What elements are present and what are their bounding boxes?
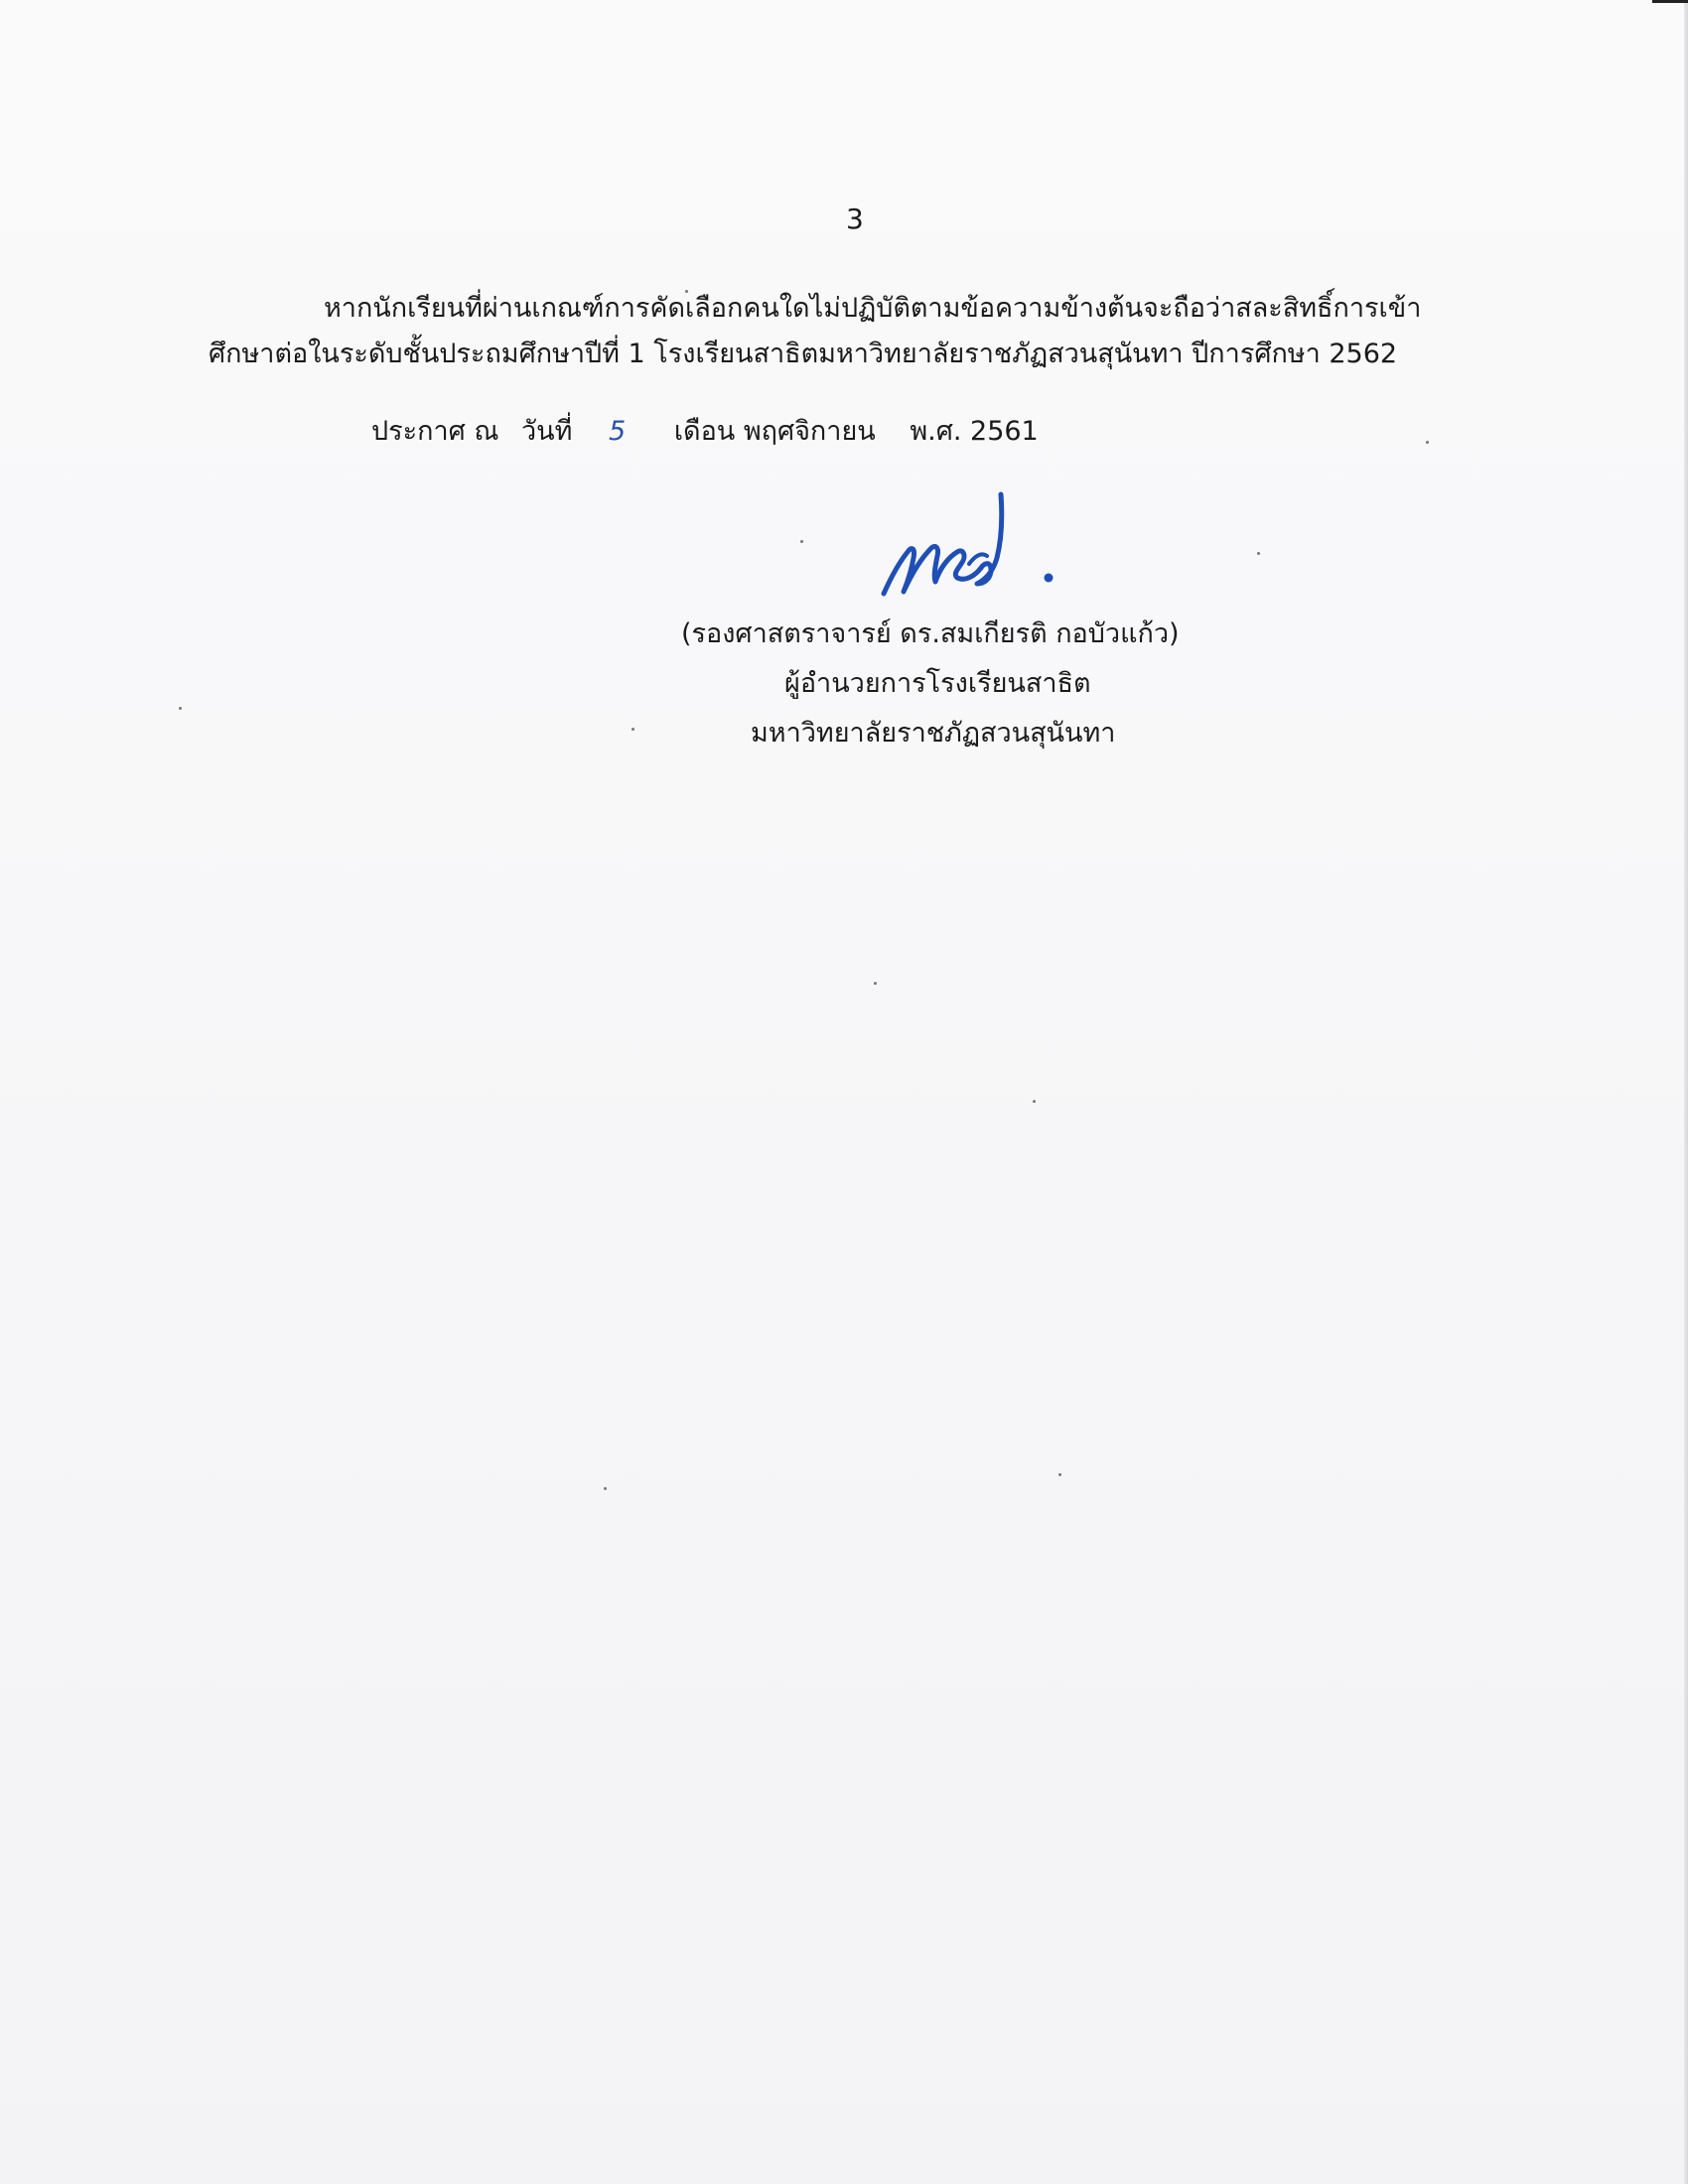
scan-speck bbox=[1426, 441, 1429, 444]
scan-speck bbox=[1257, 552, 1260, 555]
scan-speck bbox=[1058, 1473, 1061, 1476]
scan-speck bbox=[1033, 1100, 1036, 1103]
scan-speck bbox=[604, 1487, 607, 1490]
scan-speck bbox=[800, 540, 803, 543]
handwritten-day-value: 5 bbox=[609, 416, 627, 447]
day-label: วันที่ bbox=[521, 416, 573, 447]
announcement-prefix: ประกาศ ณ bbox=[371, 416, 499, 447]
paragraph-line-1: หากนักเรียนที่ผ่านเกณฑ์การคัดเลือกคนใดไม่ปฏิบัติตามข้อความข้างต้นจะถือว่าสละสิทธิ์การเข้า bbox=[324, 293, 1422, 324]
scan-edge-mark bbox=[1652, 0, 1688, 3]
signatory-name: (รองศาสตราจารย์ ดร.สมเกียรติ กอบัวแก้ว) bbox=[681, 618, 1180, 649]
announcement-date-line bbox=[371, 409, 1039, 452]
scan-speck bbox=[685, 290, 688, 293]
page-number: 3 bbox=[846, 203, 864, 235]
signatory-organization: มหาวิทยาลัยราชภัฏสวนสุนันทา bbox=[751, 718, 1116, 749]
page-edge-shadow bbox=[1684, 0, 1688, 2184]
paragraph-line-2: ศึกษาต่อในระดับชั้นประถมศึกษาปีที่ 1 โรงเรียนสาธิตมหาวิทยาลัยราชภัฏสวนสุนันทา ปีการศึกษา 2562 bbox=[209, 339, 1398, 369]
month-label: เดือน พฤศจิกายน bbox=[673, 416, 876, 447]
handwritten-signature bbox=[874, 486, 1072, 606]
scan-speck bbox=[632, 728, 634, 731]
scan-speck bbox=[179, 707, 182, 710]
year-label: พ.ศ. 2561 bbox=[910, 416, 1039, 447]
scan-speck bbox=[874, 982, 877, 985]
signatory-position: ผู้อำนวยการโรงเรียนสาธิต bbox=[784, 668, 1091, 699]
